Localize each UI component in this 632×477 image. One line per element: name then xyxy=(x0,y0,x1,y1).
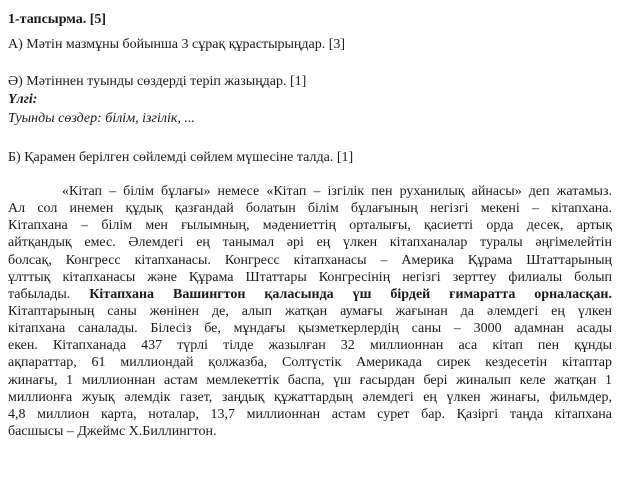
passage-line: болсақ, Конгресс кітапханасы. Конгресс кітапханасы – Америка Құрама Штаттарының xyxy=(8,252,612,268)
passage-line: айтқандық емес. Әлемдегі ең танымал әрі ең үлкен кітапханалар туралы әңгімелейтін xyxy=(8,235,612,251)
task-item-ae: Ә) Мәтіннен туынды сөздерді теріп жазыңдар. [1] xyxy=(8,74,307,89)
passage-line: Кітаптарының саны жөнінен де, алып жатқан аумағы жағынан да әлемдегі ең үлкен xyxy=(8,303,612,319)
passage-line: Ал сол инемен құдық қазғандай болатын білім бұлағының негізгі мекені – кітапхана. xyxy=(8,201,612,217)
passage-line: ақпараттар, 61 миллиондай қолжазба, Солтүстік Америкада сирек кездесетін кітаптар xyxy=(8,355,612,371)
passage-line: жинағы, 1 миллионнан астам мемлекеттік баспа, үш ғасырдан бері жиналып келе жатқан 1 xyxy=(8,372,612,388)
passage-line: ұлттық кітапханасы және Құрама Штаттары Конгресінің негізгі зерттеу филиалы болып xyxy=(8,269,612,285)
passage-line: басшысы – Джеймс Х.Биллингтон. xyxy=(8,423,217,439)
passage-line-start: табылады. xyxy=(8,286,71,302)
passage-paragraph xyxy=(8,183,612,440)
passage-line: екен. Кітапханада 437 түрлі тілде жазылған 32 миллионнан аса кітап пен құнды xyxy=(8,338,612,354)
sample-label: Үлгі: xyxy=(8,92,38,107)
passage-line: кітапхана саналады. Білесіз бе, мұндағы қызметкерлердің саны – 3000 адамнан асады xyxy=(8,321,612,337)
task-item-b: Б) Қарамен берілген сөйлемді сөйлем мүшесіне талда. [1] xyxy=(8,150,354,165)
passage-line: Кітапхана – білім мен ғылымның, мәдениеттің орталығы, қасиетті орда десек, артық xyxy=(8,218,612,234)
task-title: 1-тапсырма. [5] xyxy=(8,12,107,27)
passage-line: «Кітап – білім бұлағы» немесе «Кітап – ізгілік пен руханилық айнасы» деп жатамыз. xyxy=(62,184,612,199)
passage-line: 4,8 миллион карта, ноталар, 13,7 миллионнан астам сурет бар. Қазіргі таңда кітапхана xyxy=(8,406,612,422)
task-item-a: А) Мәтін мазмұны бойынша 3 сұрақ құрастырыңдар. [3] xyxy=(8,37,346,52)
sample-text: Туынды сөздер: білім, ізгілік, ... xyxy=(8,111,195,126)
passage-line-mixed xyxy=(8,286,612,303)
bold-sentence: Кітапхана Вашингтон қаласында үш бірдей ғимаратта орналасқан. xyxy=(89,286,612,302)
passage-line: миллионға жуық әлемдік газет, заңдық құжаттардың әлемдегі ең үлкен жинағы, фильмдер, xyxy=(8,389,612,405)
